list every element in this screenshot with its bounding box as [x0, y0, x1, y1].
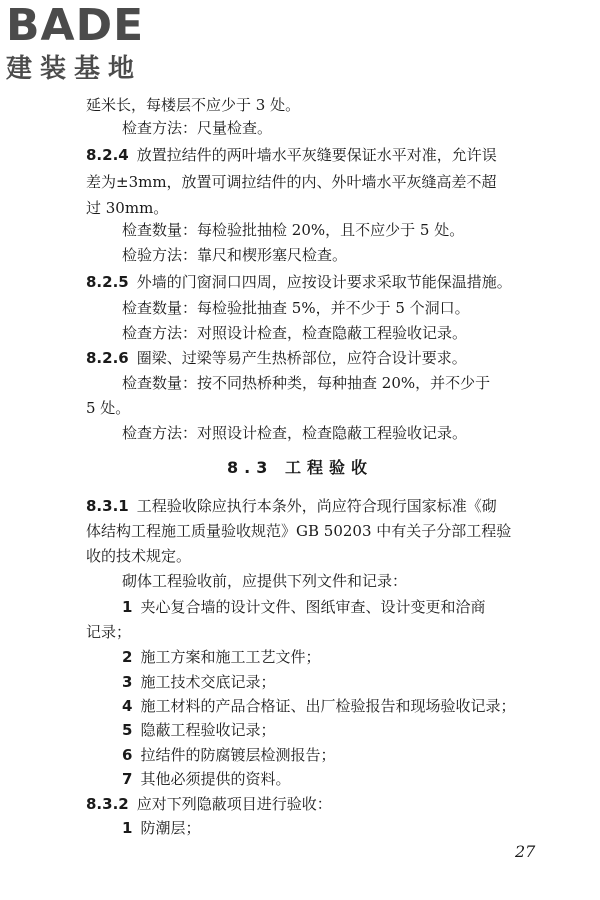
clause-text: 圈梁、过梁等易产生热桥部位，应符合设计要求。: [136, 349, 467, 367]
clause-text: 防潮层；: [140, 819, 201, 837]
brand-logo: [6, 0, 176, 84]
clause-text: 工程验收除应执行本条外，尚应符合现行国家标准《砌: [136, 497, 497, 515]
text-line: [86, 496, 497, 516]
page-number: 27: [515, 842, 536, 861]
text-line: 检查方法：尺量检查。: [122, 119, 273, 137]
clause-number: 5: [122, 721, 133, 739]
text-line: [122, 745, 335, 765]
text-line: 检查数量：每检验批抽查 5%，并不少于 5 个洞口。: [122, 299, 470, 317]
clause-number: 8.3.2: [86, 795, 129, 813]
clause-text: 夹心复合墙的设计文件、图纸审查、设计变更和洽商: [140, 598, 486, 616]
text-line: 延米长，每楼层不应少于 3 处。: [86, 96, 301, 114]
text-line: [122, 672, 275, 692]
clause-number: 8.2.6: [86, 349, 129, 367]
text-line: [122, 720, 275, 740]
clause-number: 7: [122, 770, 133, 788]
clause-number: 2: [122, 648, 133, 666]
clause-number: 1: [122, 598, 133, 616]
clause-number: 8.3.1: [86, 497, 129, 515]
text-line: [86, 794, 332, 814]
clause-text: 施工方案和施工工艺文件；: [140, 648, 321, 666]
text-line: [86, 145, 497, 165]
clause-number: 4: [122, 697, 133, 715]
text-line: 检查方法：对照设计检查，检查隐蔽工程验收记录。: [122, 424, 468, 442]
clause-number: 8.2.4: [86, 146, 129, 164]
clause-text: 施工材料的产品合格证、出厂检验报告和现场验收记录；: [140, 697, 516, 715]
clause-number: 6: [122, 746, 133, 764]
text-line: 检查方法：对照设计检查，检查隐蔽工程验收记录。: [122, 324, 468, 342]
text-line: 差为±3mm，放置可调拉结件的内、外叶墙水平灰缝高差不超: [86, 173, 497, 191]
text-line: [86, 272, 512, 292]
text-line: [122, 696, 515, 716]
text-line: 收的技术规定。: [86, 547, 192, 565]
text-line: [86, 348, 467, 368]
text-line: 检查数量：按不同热桥种类，每种抽查 20%，并不少于: [122, 374, 491, 392]
clause-text: 施工技术交底记录；: [140, 673, 276, 691]
logo-wordmark: BADE: [6, 0, 145, 51]
text-line: 体结构工程施工质量验收规范》GB 50203 中有关子分部工程验: [86, 522, 512, 540]
text-line: 检验方法：靠尺和楔形塞尺检查。: [122, 246, 348, 264]
text-line: [122, 818, 200, 838]
clause-number: 1: [122, 819, 133, 837]
clause-text: 放置拉结件的两叶墙水平灰缝要保证水平对准，允许误: [136, 146, 497, 164]
clause-text: 外墙的门窗洞口四周，应按设计要求采取节能保温措施。: [136, 273, 512, 291]
text-line: [122, 647, 320, 667]
text-line: 记录；: [86, 623, 132, 641]
text-line: 过 30mm。: [86, 199, 169, 217]
clause-number: 8.2.5: [86, 273, 129, 291]
clause-number: 3: [122, 673, 133, 691]
text-line: 5 处。: [86, 399, 131, 417]
text-line: [122, 597, 485, 617]
text-line: [122, 769, 290, 789]
clause-text: 隐蔽工程验收记录；: [140, 721, 276, 739]
clause-text: 其他必须提供的资料。: [140, 770, 291, 788]
text-line: 检查数量：每检验批抽检 20%，且不应少于 5 处。: [122, 221, 465, 239]
clause-text: 应对下列隐蔽项目进行验收：: [136, 795, 332, 813]
text-line: 砌体工程验收前，应提供下列文件和记录：: [122, 572, 408, 590]
logo-subtitle: 建装基地: [6, 54, 143, 84]
clause-text: 拉结件的防腐镀层检测报告；: [140, 746, 336, 764]
section-title: 8.3 工程验收: [227, 458, 373, 477]
